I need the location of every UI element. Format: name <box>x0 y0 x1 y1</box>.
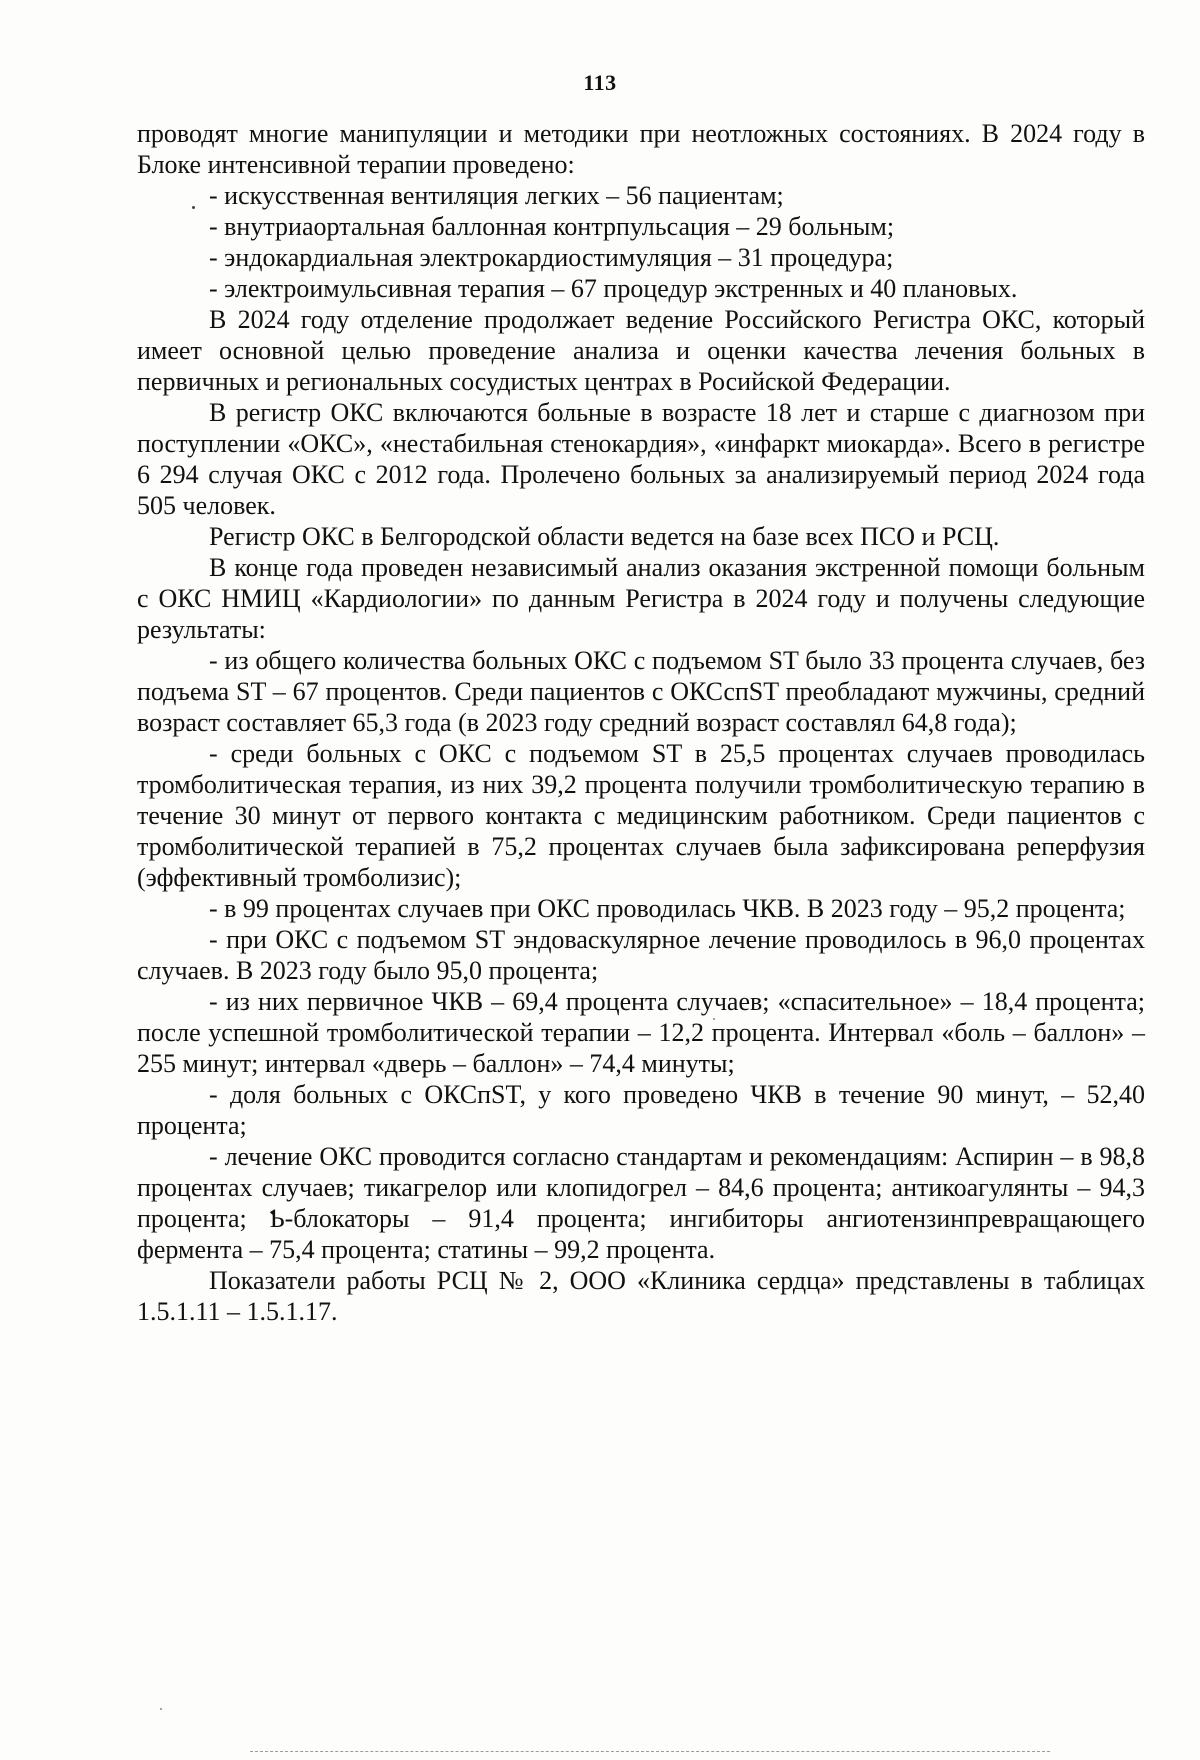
result-item: - доля больных с ОКСпST, у кого проведено ЧКВ в течение 90 минут, – 52,40 процента; <box>137 1080 1145 1140</box>
result-item: - в 99 процентах случаев при ОКС проводилась ЧКВ. В 2023 году – 95,2 процента; <box>209 894 1126 923</box>
result-item: - из общего количества больных ОКС с подъемом ST было 33 процента случаев, без подъема ST – 67 процентов. Среди пациентов с ОКСспST преобладают мужчины, средний возраст составляет 65,3 года (в 2023 году средний возраст составлял 64,8 года); <box>137 646 1145 737</box>
paragraph: В регистр ОКС включаются больные в возрасте 18 лет и старше с диагнозом при поступлении «ОКС», «нестабильная стенокардия», «инфаркт миокарда». Всего в регистре 6 294 случая ОКС с 2012 года. Пролечено больных за анализируемый период 2024 года 505 человек. <box>137 398 1145 520</box>
body-text <box>137 118 1145 1327</box>
list-item: - внутриаортальная баллонная контрпульсация – 29 больным; <box>209 212 895 241</box>
paragraph: Регистр ОКС в Белгородской области ведется на базе всех ПСО и РСЦ. <box>209 522 1000 551</box>
result-item: - при ОКС с подъемом ST эндоваскулярное лечение проводилось в 96,0 процентах случаев. В 2023 году было 95,0 процента; <box>137 925 1145 985</box>
list-item: - искусственная вентиляция легких – 56 пациентам; <box>209 181 784 210</box>
paragraph: В 2024 году отделение продолжает ведение Российского Регистра ОКС, который имеет основной целью проведение анализа и оценки качества лечения больных в первичных и региональных сосудистых центрах в Росийской Федерации. <box>137 305 1145 396</box>
scan-speck <box>160 1708 162 1710</box>
paragraph: Показатели работы РСЦ № 2, ООО «Клиника сердца» представлены в таблицах 1.5.1.11 – 1.5.1.17. <box>137 1266 1145 1326</box>
result-item: - среди больных с ОКС с подъемом ST в 25,5 процентах случаев проводилась тромболитическая терапия, из них 39,2 процента получили тромболитическую терапию в течение 30 минут от первого контакта с медицинским работником. Среди пациентов с тромболитической терапией в 75,2 процентах случаев была зафиксирована реперфузия (эффективный тромболизис); <box>137 739 1145 892</box>
list-item: - электроимульсивная терапия – 67 процедур экстренных и 40 плановых. <box>209 274 1018 303</box>
result-item: - из них первичное ЧКВ – 69,4 процента случаев; «спасительное» – 18,4 процента; после успешной тромболитической терапии – 12,2 процента. Интервал «боль – баллон» – 255 минут; интервал «дверь – баллон» – 74,4 минуты; <box>137 987 1145 1078</box>
paragraph: проводят многие манипуляции и методики при неотложных состояниях. В 2024 году в Блоке интенсивной терапии проведено: <box>137 119 1145 179</box>
paragraph: В конце года проведен независимый анализ оказания экстренной помощи больным с ОКС НМИЦ «Кардиологии» по данным Регистра в 2024 году и получены следующие результаты: <box>137 553 1145 644</box>
result-item: - лечение ОКС проводится согласно стандартам и рекомендациям: Аспирин – в 98,8 процентах случаев; тикагрелор или клопидогрел – 84,6 процента; антикоагулянты – 94,3 процента; Ƅ-блокаторы – 91,4 процента; ингибиторы ангиотензинпревращающего фермента – 75,4 процента; статины – 99,2 процента. <box>137 1142 1145 1264</box>
scan-edge-line <box>250 1751 1050 1752</box>
list-item: - эндокардиальная электрокардиостимуляция – 31 процедура; <box>209 243 894 272</box>
page-number: 113 <box>583 70 617 95</box>
